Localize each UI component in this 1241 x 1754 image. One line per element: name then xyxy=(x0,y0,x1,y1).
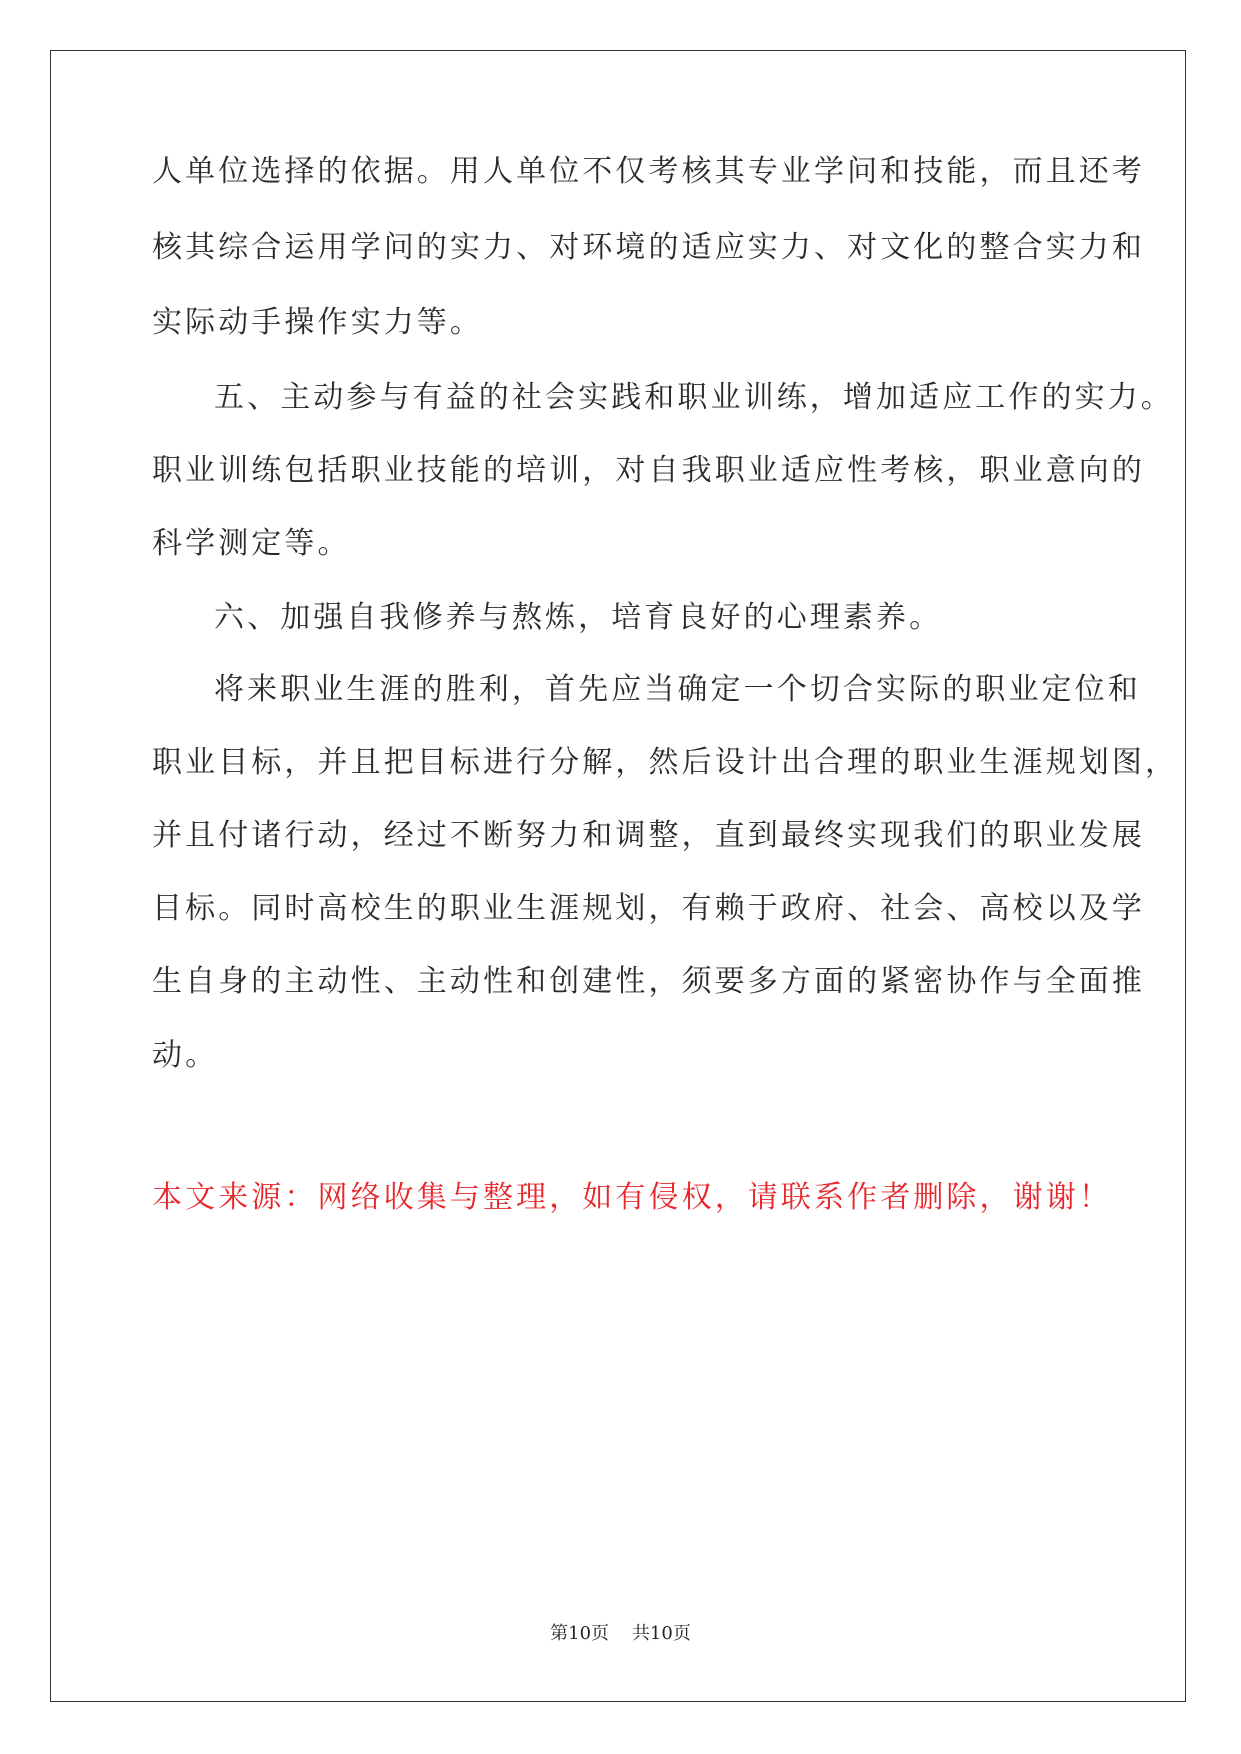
text-line: 核其综合运用学问的实力、对环境的适应实力、对文化的整合实力和 xyxy=(152,230,1145,265)
page-border xyxy=(50,50,1186,1702)
source-note: 本文来源：网络收集与整理，如有侵权，请联系作者删除，谢谢！ xyxy=(152,1180,1112,1215)
page-footer xyxy=(0,1622,1241,1646)
page-number-current: 第10页 xyxy=(550,1623,610,1644)
text-line: 将来职业生涯的胜利，首先应当确定一个切合实际的职业定位和 xyxy=(214,672,1141,707)
text-line: 动。 xyxy=(152,1038,219,1073)
text-line: 职业训练包括职业技能的培训，对自我职业适应性考核，职业意向的 xyxy=(152,453,1145,488)
text-line: 实际动手操作实力等。 xyxy=(152,305,483,340)
text-line: 并且付诸行动，经过不断努力和调整，直到最终实现我们的职业发展 xyxy=(152,818,1145,853)
paragraph-five-heading: 五、主动参与有益的社会实践和职业训练，增加适应工作的实力。 xyxy=(214,380,1174,415)
text-line: 生自身的主动性、主动性和创建性，须要多方面的紧密协作与全面推 xyxy=(152,964,1145,999)
text-line: 科学测定等。 xyxy=(152,526,351,561)
paragraph-six-heading: 六、加强自我修养与熬炼，培育良好的心理素养。 xyxy=(214,600,943,635)
text-line: 目标。同时高校生的职业生涯规划，有赖于政府、社会、高校以及学 xyxy=(152,891,1145,926)
page-number-total: 共10页 xyxy=(631,1623,691,1644)
text-line: 人单位选择的依据。用人单位不仅考核其专业学问和技能，而且还考 xyxy=(152,154,1145,189)
text-line: 职业目标，并且把目标进行分解，然后设计出合理的职业生涯规划图， xyxy=(152,745,1179,780)
